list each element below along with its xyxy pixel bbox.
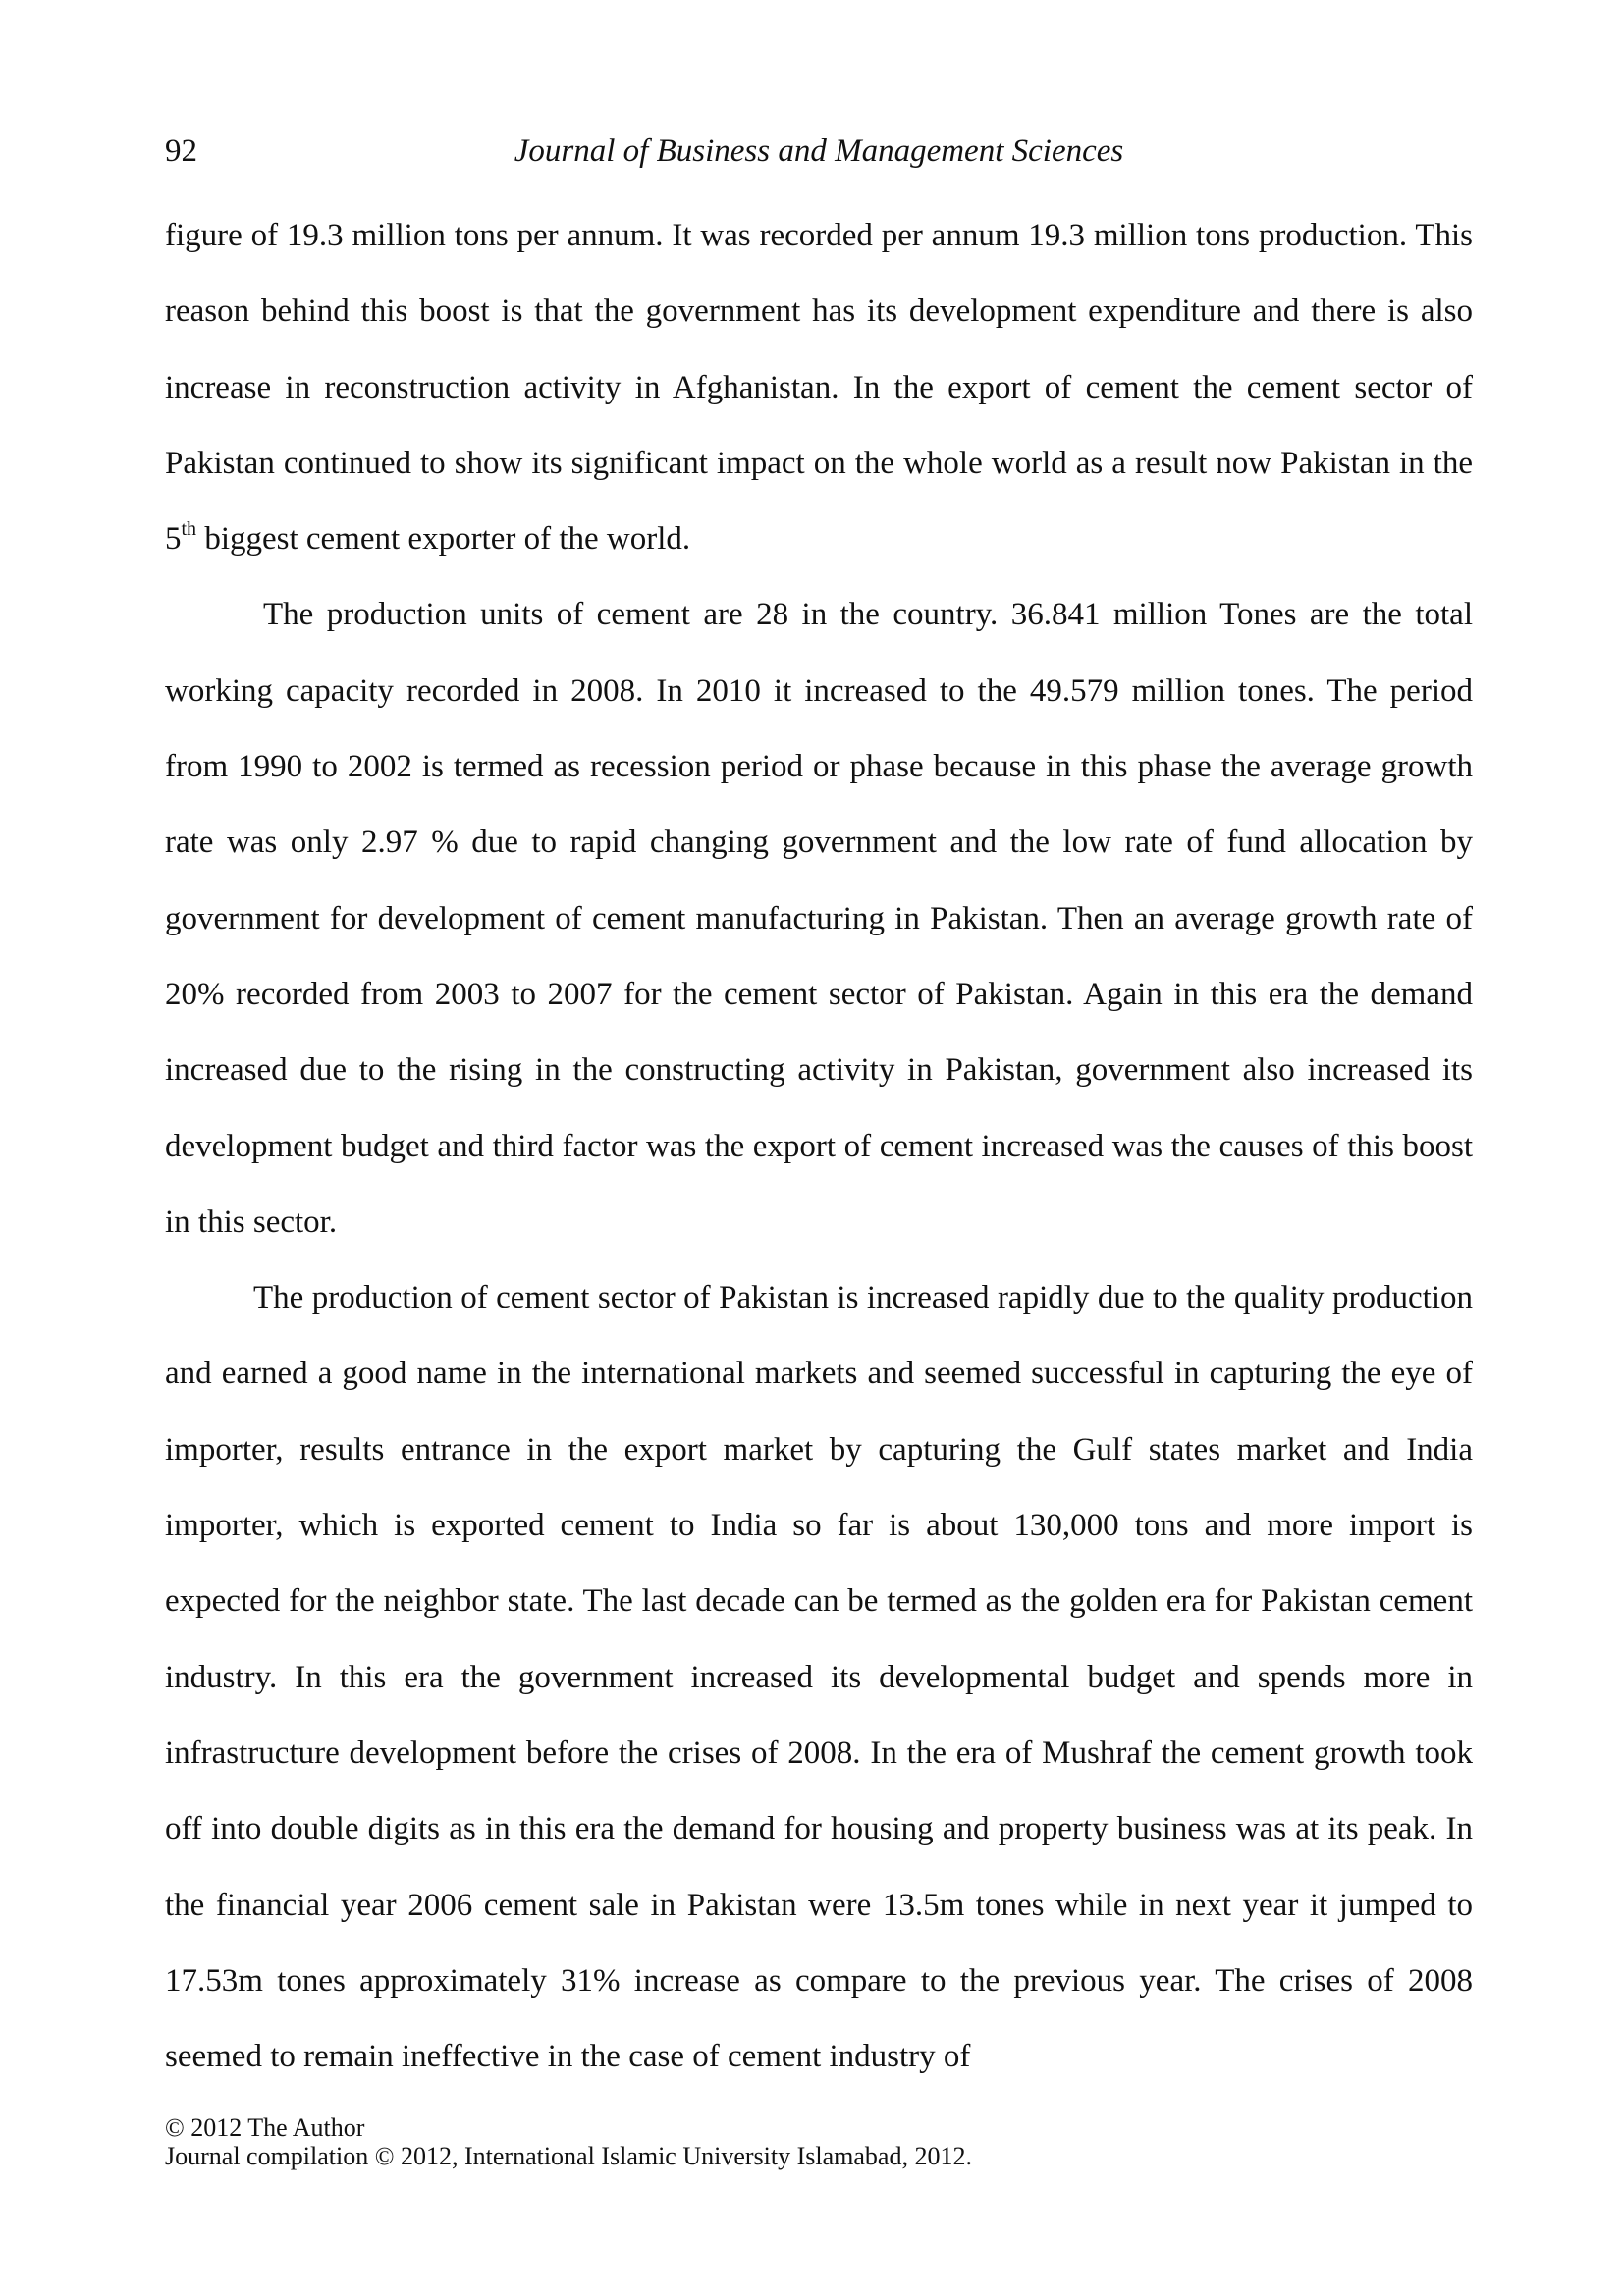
paragraph-1-text: figure of 19.3 million tons per annum. It was recorded per annum 19.3 million tons production. This reason behind this boost is that the government has its development expenditure and there is also increase in reconstruction activity in Afghanistan. In the export of cement the cement sector of Pakistan continued to show its significant impact on the whole world as a result now Pakistan in the 5 xyxy=(165,218,1473,558)
paragraph-1-text-end: biggest cement exporter of the world. xyxy=(196,521,691,558)
paragraph-1 xyxy=(165,198,1473,577)
journal-title: Journal of Business and Management Sciences xyxy=(514,133,1124,169)
article-body xyxy=(165,198,1473,2095)
paragraph-2: The production units of cement are 28 in the country. 36.841 million Tones are the total working capacity recorded in 2008. In 2010 it increased to the 49.579 million tones. The period from 1990 to 2002 is termed as recession period or phase because in this phase the average growth rate was only 2.97 % due to rapid changing government and the low rate of fund allocation by government for development of cement manufacturing in Pakistan. Then an average growth rate of 20% recorded from 2003 to 2007 for the cement sector of Pakistan. Again in this era the demand increased due to the rising in the constructing activity in Pakistan, government also increased its development budget and third factor was the export of cement increased was the causes of this boost in this sector. xyxy=(165,597,1473,1240)
page-header xyxy=(165,133,1473,183)
journal-compilation-notice: Journal compilation © 2012, International Islamic University Islamabad, 2012. xyxy=(165,2142,972,2170)
copyright-notice: © 2012 The Author xyxy=(165,2113,365,2142)
paragraph-3: The production of cement sector of Pakistan is increased rapidly due to the quality production and earned a good name in the international markets and seemed successful in capturing the eye of importer, results entrance in the export market by capturing the Gulf states market and India importer, which is exported cement to India so far is about 130,000 tons and more import is expected for the neighbor state. The last decade can be termed as the golden era for Pakistan cement industry. In this era the government increased its developmental budget and spends more in infrastructure development before the crises of 2008. In the era of Mushraf the cement growth took off into double digits as in this era the demand for housing and property business was at its peak. In the financial year 2006 cement sale in Pakistan were 13.5m tones while in next year it jumped to 17.53m tones approximately 31% increase as compare to the previous year. The crises of 2008 seemed to remain ineffective in the case of cement industry of xyxy=(165,1280,1473,2075)
page-number: 92 xyxy=(165,133,197,169)
ordinal-suffix: th xyxy=(181,518,197,541)
page-footer xyxy=(165,2113,972,2170)
